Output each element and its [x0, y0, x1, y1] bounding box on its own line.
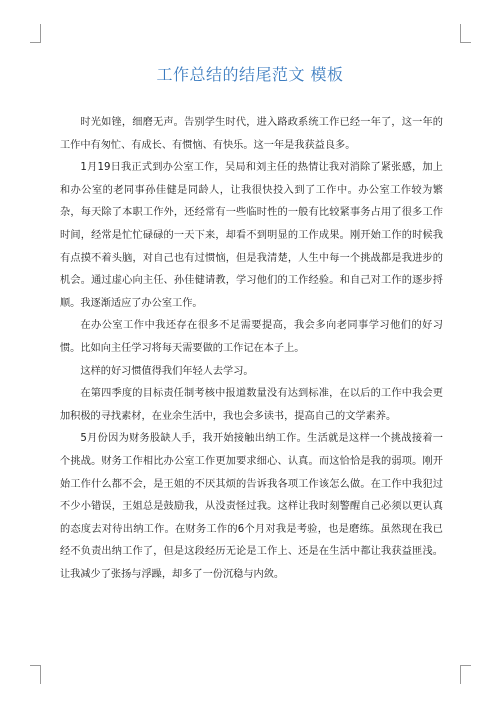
crop-mark-top-right [460, 24, 471, 43]
crop-mark-top-left [30, 24, 41, 43]
document-body [60, 112, 443, 586]
paragraph-2: 1月19日我正式到办公室工作，吴局和刘主任的热情让我对消除了紧张感，加上和办公室的老同事孙佳健是同龄人，让我很快投入到了工作中。办公室工作较为繁杂，每天除了本职工作外，还经常有一些临时性的一般有比较紧事务占用了很多工作时间，经常是忙忙碌碌的一天下来，却看不到明显的工作成果。刚开始工作的时候我有点摸不着头脑，对自己也有过惯恼，但是我清楚，人生中每一个挑战都是我进步的机会。通过虚心向主任、孙佳健请教，学习他们的工作经验。和自己对工作的逐步捋顺。我逐渐适应了办公室工作。 [60, 162, 443, 309]
document-title: 工作总结的结尾范文 模板 [156, 65, 344, 84]
crop-mark-bottom-right [460, 665, 471, 684]
paragraph-1: 时光如锉，细磨无声。告别学生时代，进入路政系统工作已经一年了，这一年的工作中有匆忙、有成长、有惯恼、有快乐。这一年是我获益良多。 [60, 117, 443, 151]
paragraph-5: 在第四季度的目标责任制考核中报道数量没有达到标准，在以后的工作中我会更加积极的寻找素材，在业余生活中，我也会多读书，提高自己的文学素养。 [60, 388, 443, 422]
paragraph-3: 在办公室工作中我还存在很多不足需要提高，我会多向老同事学习他们的好习惯。比如向主任学习将每天需要做的工作记在本子上。 [60, 320, 443, 354]
crop-mark-bottom-left [30, 665, 41, 684]
paragraph-4: 这样的好习惯值得我们年轻人去学习。 [80, 365, 254, 377]
paragraph-6: 5月份因为财务股缺人手，我开始接触出纳工作。生活就是这样一个挑战接着一个挑战。财务工作相比办公室工作更加要求细心、认真。而这恰恰是我的弱项。刚开始工作什么都不会，是王姐的不厌其烦的告诉我各项工作该怎么做。在工作中我犯过不少小错误，王姐总是鼓励我，从没责怪过我。这样让我时刻警醒自己必须以更认真的态度去对待出纳工作。在财务工作的6个月对我是考验，也是磨练。虽然现在我已经不负责出纳工作了，但是这段经历无论是工作上、还是在生活中都让我获益匪浅。让我减少了张扬与浮躁，却多了一份沉稳与内敛。 [60, 433, 443, 580]
